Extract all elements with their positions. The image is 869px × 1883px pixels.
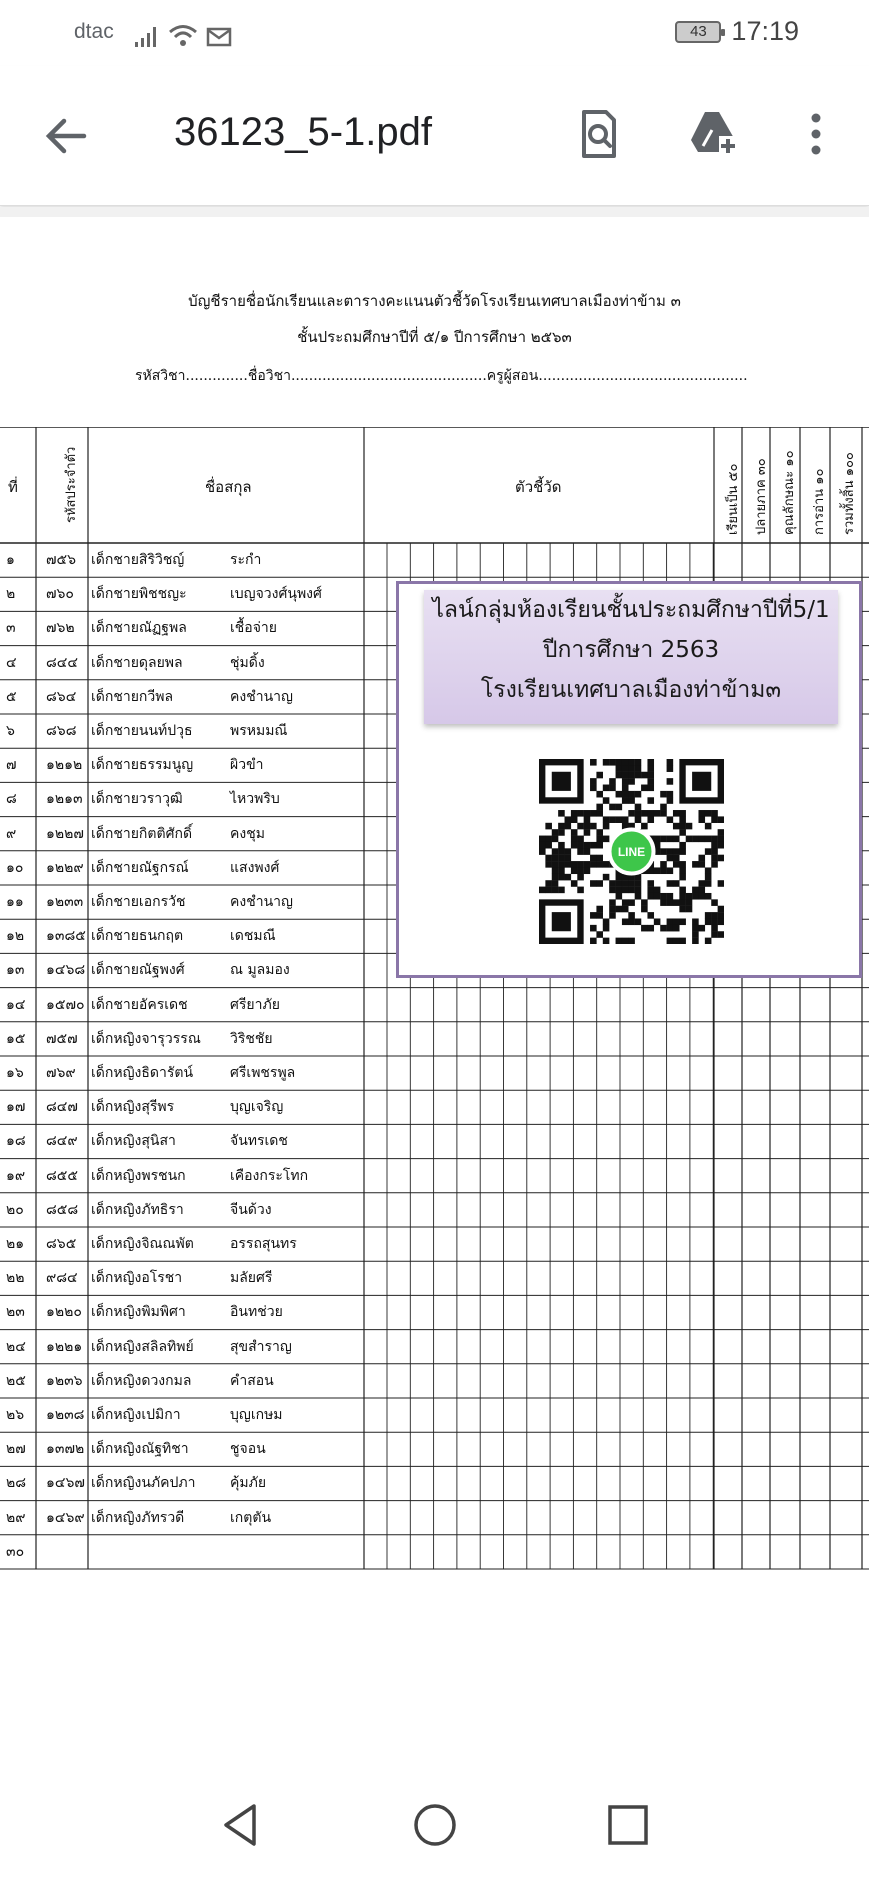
student-first-name: เด็กหญิงณัฐทิชา	[91, 1441, 189, 1458]
line-qr-code[interactable]	[539, 759, 724, 944]
table-row	[0, 1056, 869, 1090]
student-first-name: เด็กหญิงนภัคปภา	[91, 1475, 196, 1492]
student-first-name: เด็กชายอัครเดช	[91, 996, 188, 1013]
row-number: ๒๒	[6, 1270, 25, 1287]
student-last-name: ผิวขำ	[230, 757, 264, 774]
home-nav-icon[interactable]	[410, 1800, 460, 1850]
row-number: ๑๕	[6, 1030, 26, 1047]
student-last-name: อินทช่วย	[230, 1304, 283, 1321]
student-id: ๗๕๗	[46, 1030, 78, 1047]
row-number: ๑๘	[6, 1133, 26, 1150]
student-first-name: เด็กชายกวีพล	[91, 688, 174, 705]
app-bar	[0, 66, 869, 206]
table-row	[0, 1193, 869, 1227]
row-number: ๑๖	[6, 1065, 24, 1081]
header-student-id: รหัสประจำตัว	[64, 446, 79, 523]
row-number: ๒๓	[6, 1304, 25, 1321]
student-id: ๑๒๒๐	[46, 1304, 82, 1321]
row-number: ๒๐	[6, 1201, 24, 1218]
student-last-name: จีนด้วง	[230, 1201, 272, 1218]
student-last-name: เบญจวงศ์นุพงศ์	[230, 586, 322, 603]
student-last-name: คำสอน	[230, 1372, 274, 1389]
signal-icon	[134, 24, 160, 48]
score-header: ปลายภาค ๓๐	[754, 458, 769, 535]
student-last-name: ชูจอน	[230, 1441, 266, 1458]
mail-icon	[206, 26, 232, 48]
pdf-page	[0, 217, 869, 1754]
student-first-name: เด็กชายพิชชญะ	[91, 586, 187, 603]
student-last-name: ระกำ	[230, 552, 262, 568]
row-number: ๕	[6, 688, 17, 705]
navigation-bar	[0, 1770, 869, 1883]
student-id: ๘๕๕	[46, 1167, 78, 1184]
student-id: ๘๖๘	[46, 723, 77, 739]
banner-line-3: โรงเรียนเทศบาลเมืองท่าข้าม๓	[480, 677, 782, 703]
student-last-name: วิริชชัย	[230, 1030, 273, 1047]
row-number: ๒๖	[6, 1407, 25, 1423]
doc-fields: รหัสวิชา..............ชื่อวิชา............................................ครูผู้สอน...............................................	[135, 368, 748, 384]
student-id: ๑๕๗๐	[46, 996, 85, 1013]
row-number: ๑๑	[6, 894, 24, 910]
table-row	[0, 1090, 869, 1124]
student-first-name: เด็กหญิงธิดารัตน์	[91, 1065, 194, 1081]
student-id: ๑๔๖๘	[46, 962, 86, 979]
student-id: ๑๔๖๗	[46, 1475, 85, 1492]
table-row	[0, 1022, 869, 1056]
student-first-name: เด็กชายธรรมนูญ	[91, 757, 194, 774]
table-row	[0, 988, 869, 1022]
student-first-name: เด็กชายวราวุฒิ	[91, 791, 183, 808]
student-last-name: ณ มูลมอง	[230, 962, 290, 979]
student-id: ๑๒๒๗	[46, 825, 84, 842]
back-arrow-icon[interactable]	[40, 110, 92, 162]
header-name: ชื่อสกุล	[205, 478, 252, 496]
row-number: ๒๘	[6, 1475, 27, 1492]
status-icons	[134, 20, 232, 48]
row-number: ๔	[6, 654, 17, 671]
student-last-name: คงชำนาญ	[230, 688, 293, 705]
student-last-name: เชื้อจ่าย	[230, 620, 277, 637]
row-number: ๖	[6, 723, 15, 739]
header-indicators: ตัวชี้วัด	[515, 478, 562, 496]
row-number: ๗	[6, 757, 17, 774]
student-first-name: เด็กหญิงจิณณพัต	[91, 1236, 194, 1252]
score-header: คุณลักษณะ ๑๐	[782, 450, 797, 535]
student-id: ๗๖๒	[46, 620, 75, 637]
status-bar	[0, 0, 869, 66]
row-number: ๒๗	[6, 1441, 26, 1458]
student-first-name: เด็กชายดุลยพล	[91, 654, 183, 671]
student-last-name: ชุ่มดิ้ง	[230, 654, 265, 671]
table-row	[0, 1124, 869, 1158]
student-last-name: คงชุม	[230, 825, 265, 842]
row-number: ๑๔	[6, 996, 26, 1013]
wifi-icon	[168, 24, 198, 48]
battery-icon: 43	[675, 21, 721, 43]
student-last-name: ศรียาภัย	[230, 996, 280, 1013]
student-last-name: คุ้มภัย	[230, 1475, 267, 1492]
student-first-name: เด็กหญิงสุนิสา	[91, 1133, 176, 1150]
pdf-viewer[interactable]	[0, 207, 869, 1754]
row-number: ๒๕	[6, 1372, 26, 1389]
table-row	[0, 1432, 869, 1466]
line-group-banner	[424, 590, 838, 724]
line-group-card	[396, 581, 862, 978]
student-id: ๑๔๖๙	[46, 1509, 85, 1526]
student-last-name: จันทรเดช	[230, 1133, 288, 1150]
student-first-name: เด็กหญิงเปมิกา	[91, 1407, 181, 1423]
student-id: ๑๓๗๒	[46, 1441, 85, 1458]
student-id: ๗๖๙	[46, 1065, 76, 1081]
student-first-name: เด็กชายนนท์ปวุธ	[91, 723, 193, 739]
student-first-name: เด็กชายสิริวิชญ์	[91, 552, 185, 568]
student-first-name: เด็กชายณัฐกรณ์	[91, 859, 189, 876]
document-title: 36123_5-1.pdf	[174, 110, 433, 154]
student-last-name: อรรถสุนทร	[230, 1236, 297, 1252]
student-id: ๗๖๐	[46, 586, 74, 603]
table-row	[0, 1261, 869, 1295]
row-number: ๙	[6, 825, 17, 842]
table-row	[0, 1364, 869, 1398]
student-first-name: เด็กหญิงพรชนก	[91, 1167, 186, 1184]
line-logo-text: LINE	[617, 845, 646, 859]
row-number: ๑๓	[6, 962, 25, 979]
student-last-name: ศรีเพชรพูล	[230, 1065, 296, 1081]
student-id: ๑๒๑๒	[46, 757, 83, 774]
student-last-name: พรหมมณี	[230, 723, 288, 739]
row-number: ๓	[6, 620, 16, 637]
table-row	[0, 1330, 869, 1364]
student-first-name: เด็กหญิงอโรชา	[91, 1270, 183, 1287]
student-id: ๗๕๖	[46, 552, 77, 568]
student-first-name: เด็กชายณัฐพงศ์	[91, 962, 185, 979]
table-row	[0, 1466, 869, 1500]
student-last-name: เคืองกระโทก	[230, 1167, 309, 1184]
student-last-name: แสงพงศ์	[230, 859, 280, 876]
student-id: ๘๔๗	[46, 1099, 78, 1116]
student-id: ๑๒๑๓	[46, 791, 83, 808]
row-number: ๑๒	[6, 928, 25, 945]
table-row	[0, 1295, 869, 1329]
table-row	[0, 1159, 869, 1193]
doc-heading-1: บัญชีรายชื่อนักเรียนและตารางคะแนนตัวชี้วัดโรงเรียนเทศบาลเมืองท่าข้าม ๓	[188, 292, 681, 310]
student-id: ๑๓๘๕	[46, 928, 86, 945]
student-last-name: ไหวพริบ	[230, 791, 280, 808]
student-id: ๘๕๘	[46, 1201, 79, 1218]
student-id: ๘๖๔	[46, 688, 77, 705]
row-number: ๒๙	[6, 1509, 26, 1526]
row-number: ๘	[6, 791, 17, 808]
student-last-name: เกตุตัน	[230, 1509, 272, 1526]
row-number: ๑๐	[6, 859, 24, 876]
add-to-drive-icon[interactable]	[685, 106, 741, 162]
student-first-name: เด็กหญิงดวงกมล	[91, 1372, 192, 1389]
student-last-name: บุญเจริญ	[230, 1099, 284, 1116]
student-last-name: เดชมณี	[230, 928, 276, 945]
carrier-label: dtac	[74, 20, 114, 43]
student-id: ๑๒๓๓	[46, 894, 84, 910]
student-first-name: เด็กหญิงจารุวรรณ	[91, 1030, 201, 1047]
row-number: ๒๔	[6, 1338, 26, 1355]
student-id: ๘๖๕	[46, 1236, 77, 1252]
score-header: การอ่าน ๑๐	[812, 468, 827, 535]
student-id: ๑๒๓๖	[46, 1372, 83, 1389]
back-nav-icon[interactable]	[216, 1800, 266, 1850]
search-document-icon[interactable]	[570, 106, 626, 162]
student-id: ๑๒๒๙	[46, 859, 84, 876]
student-last-name: บุญเกษม	[230, 1407, 283, 1423]
score-header: รวมทั้งสิ้น ๑๐๐	[842, 452, 857, 535]
score-header: เรียนเป็น ๕๐	[726, 463, 741, 535]
student-id: ๘๔๙	[46, 1133, 78, 1150]
row-number: ๒	[6, 586, 16, 603]
row-number: ๒๑	[6, 1236, 25, 1252]
student-last-name: สุขสำราญ	[230, 1338, 292, 1355]
student-last-name: มลัยศรี	[230, 1270, 273, 1287]
student-id: ๙๘๔	[46, 1270, 78, 1287]
student-id: ๑๒๓๘	[46, 1407, 85, 1423]
more-options-icon[interactable]	[788, 106, 844, 162]
row-number: ๑๗	[6, 1099, 26, 1116]
doc-heading-2: ชั้นประถมศึกษาปีที่ ๕/๑ ปีการศึกษา ๒๕๖๓	[297, 328, 572, 346]
student-first-name: เด็กชายกิตติศักดิ์	[91, 825, 193, 842]
table-row	[0, 1227, 869, 1261]
student-first-name: เด็กหญิงภัทธิรา	[91, 1201, 184, 1218]
student-first-name: เด็กหญิงพิมพิศา	[91, 1304, 186, 1321]
student-last-name: คงชำนาญ	[230, 894, 293, 910]
banner-line-2: ปีการศึกษา 2563	[542, 637, 720, 663]
banner-line-1: ไลน์กลุ่มห้องเรียนชั้นประถมศึกษาปีที่5/1	[432, 597, 830, 623]
student-id: ๘๔๔	[46, 654, 78, 671]
student-first-name: เด็กหญิงสุรีพร	[91, 1099, 175, 1116]
student-first-name: เด็กหญิงสลิลทิพย์	[91, 1338, 194, 1355]
table-row	[0, 543, 869, 577]
row-number: ๑	[6, 552, 15, 568]
recents-nav-icon[interactable]	[603, 1800, 653, 1850]
row-number: ๓๐	[6, 1543, 25, 1560]
row-number: ๑๙	[6, 1167, 26, 1184]
student-first-name: เด็กชายธนกฤต	[91, 928, 184, 945]
student-first-name: เด็กชายเอกรวัช	[91, 894, 186, 910]
table-row	[0, 1398, 869, 1432]
student-first-name: เด็กชายณัฏฐพล	[91, 620, 187, 637]
clock: 17:19	[731, 16, 799, 46]
header-no: ที่	[8, 478, 18, 496]
table-row	[0, 1501, 869, 1535]
student-id: ๑๒๒๑	[46, 1338, 83, 1355]
table-row	[0, 1535, 869, 1569]
student-first-name: เด็กหญิงภัทรวดี	[91, 1509, 185, 1526]
